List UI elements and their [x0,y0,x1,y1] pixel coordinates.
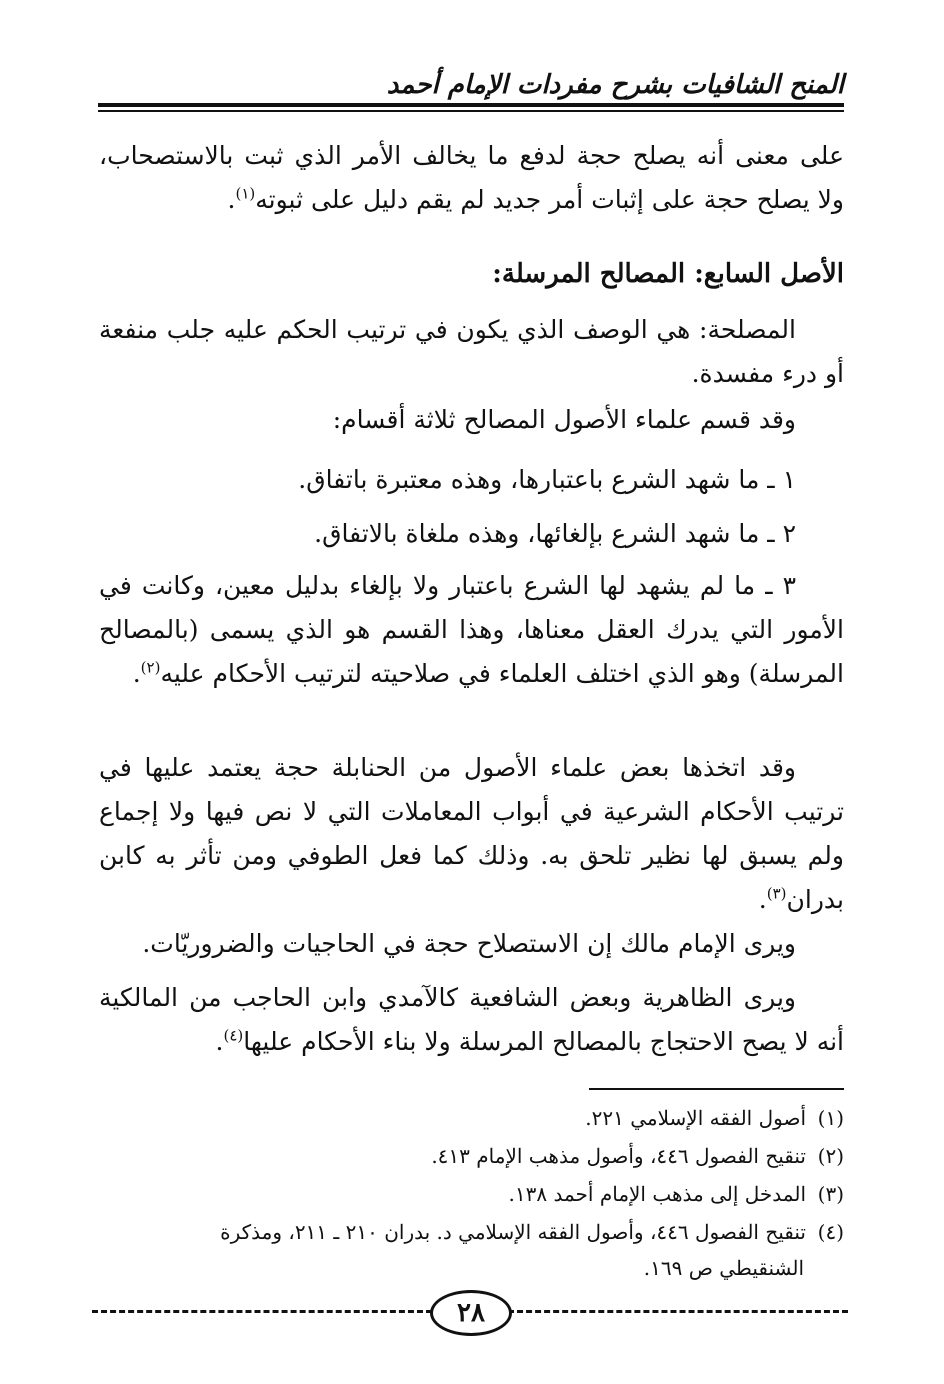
running-header-title: المنح الشافيات بشرح مفردات الإمام أحمد [386,70,844,100]
footnote-2 [99,1138,844,1174]
list-item-3 [99,564,844,696]
header-rule-thick [98,103,844,107]
footnote-4-number: (٤) [817,1220,844,1244]
paragraph-malik: ويرى الإمام مالك إن الاستصلاح حجة في الحاجيات والضروريّات. [142,929,796,958]
footnote-1-number: (١) [817,1106,844,1130]
list-item-3-text: ٣ ـ ما لم يشهد لها الشرع باعتبار ولا بإلغاء بدليل معين، وكانت في الأمور التي يدرك العقل معناها، وهذا القسم هو الذي يسمى (بالمصالح المرسلة) وهو الذي اختلف العلماء في صلاحيته لترتيب الأحكام عليه [99,571,844,688]
footnote-ref-3: (٣) [766,884,787,903]
footer-dashed-line-right [508,1310,848,1313]
paragraph-hanbali-end: . [758,885,767,914]
footnote-1 [99,1100,844,1136]
footnote-3-text: المدخل إلى مذهب الإمام أحمد ١٣٨. [508,1182,806,1206]
footnote-ref-1: (١) [235,184,256,203]
paragraph-definition: المصلحة: هي الوصف الذي يكون في ترتيب الحكم عليه جلب منفعة أو درء مفسدة. [99,315,844,388]
footnote-3 [99,1176,844,1212]
paragraph-hanbali [99,746,844,922]
list-item-3-end: . [132,659,141,688]
footnote-4 [99,1214,844,1286]
paragraph-zahiriyya-end: . [215,1027,224,1056]
page-number: ٢٨ [430,1290,512,1336]
footnote-2-number: (٢) [817,1144,844,1168]
footnote-ref-4: (٤) [223,1026,244,1045]
footer-dashed-line-left [92,1310,432,1313]
paragraph-zahiriyya [99,976,844,1064]
list-item-2: ٢ ـ ما شهد الشرع بإلغائها، وهذه ملغاة بالاتفاق. [314,519,796,548]
footnote-4-text: تنقيح الفصول ٤٤٦، وأصول الفقه الإسلامي د. بدران ٢١٠ ـ ٢١١، ومذكرة [220,1220,806,1244]
paragraph-divisions: وقد قسم علماء الأصول المصالح ثلاثة أقسام: [332,405,796,434]
paragraph-zahiriyya-text: ويرى الظاهرية وبعض الشافعية كالآمدي وابن الحاجب من المالكية أنه لا يصح الاحتجاج بالمصالح المرسلة ولا بناء الأحكام عليها [99,983,844,1056]
section-heading: الأصل السابع: المصالح المرسلة: [492,259,844,289]
footnote-4-continuation: الشنقيطي ص ١٦٩. [643,1256,804,1280]
footnote-separator [589,1088,844,1090]
paragraph-1-end: . [227,185,236,214]
list-item-1: ١ ـ ما شهد الشرع باعتبارها، وهذه معتبرة باتفاق. [298,465,796,494]
footnote-1-text: أصول الفقه الإسلامي ٢٢١. [585,1106,806,1130]
paragraph-1-text: على معنى أنه يصلح حجة لدفع ما يخالف الأمر الذي ثبت بالاستصحاب، ولا يصلح حجة على إثبات أمر جديد لم يقم دليل على ثبوته [99,141,844,214]
footnote-ref-2: (٢) [140,658,161,677]
paragraph-hanbali-text: وقد اتخذها بعض علماء الأصول من الحنابلة حجة يعتمد عليها في ترتيب الأحكام الشرعية في أبواب المعاملات التي لا نص فيها ولا إجماع ولم يسبق لها نظير تلحق به. وذلك كما فعل الطوفي ومن تأثر به كابن بدران [99,753,844,914]
header-rule-thin [98,110,844,112]
footnote-3-number: (٣) [817,1182,844,1206]
footnote-2-text: تنقيح الفصول ٤٤٦، وأصول مذهب الإمام ٤١٣. [431,1144,806,1168]
paragraph-1 [99,134,844,222]
